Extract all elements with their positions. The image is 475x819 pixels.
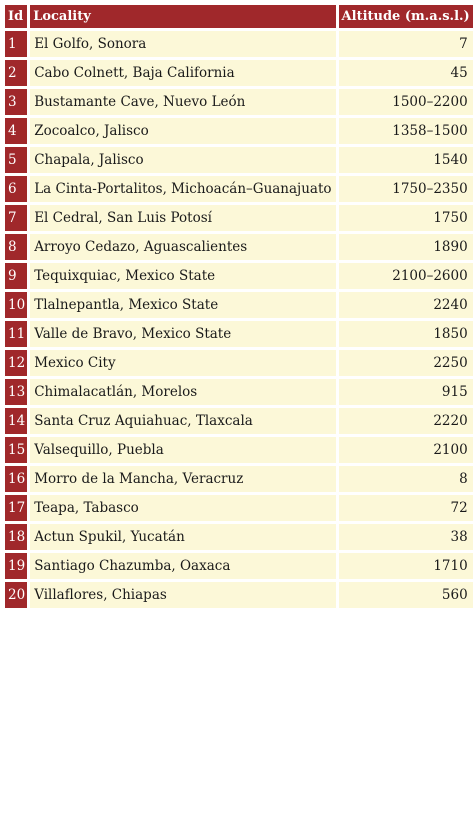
row-locality: Valle de Bravo, Mexico State (30, 321, 335, 347)
row-locality: El Cedral, San Luis Potosí (30, 205, 335, 231)
row-altitude: 1500–2200 (339, 89, 473, 115)
localities-table (2, 2, 475, 611)
row-locality: Santiago Chazumba, Oaxaca (30, 553, 335, 579)
table-row (5, 495, 473, 521)
row-id: 7 (5, 205, 27, 231)
header-altitude: Altitude (m.a.s.l.) (339, 5, 473, 28)
row-locality: El Golfo, Sonora (30, 31, 335, 57)
row-id: 8 (5, 234, 27, 260)
row-id: 14 (5, 408, 27, 434)
row-id: 19 (5, 553, 27, 579)
table-body (5, 31, 473, 608)
row-altitude: 915 (339, 379, 473, 405)
row-altitude: 1710 (339, 553, 473, 579)
row-id: 4 (5, 118, 27, 144)
row-id: 13 (5, 379, 27, 405)
row-altitude: 1750–2350 (339, 176, 473, 202)
row-locality: Valsequillo, Puebla (30, 437, 335, 463)
row-id: 20 (5, 582, 27, 608)
table-row (5, 466, 473, 492)
table-row (5, 176, 473, 202)
row-locality: Villaflores, Chiapas (30, 582, 335, 608)
table-row (5, 263, 473, 289)
row-locality: Arroyo Cedazo, Aguascalientes (30, 234, 335, 260)
row-altitude: 7 (339, 31, 473, 57)
row-locality: Mexico City (30, 350, 335, 376)
row-altitude: 1540 (339, 147, 473, 173)
table-row (5, 31, 473, 57)
table-row (5, 118, 473, 144)
table-row (5, 553, 473, 579)
row-id: 2 (5, 60, 27, 86)
row-altitude: 45 (339, 60, 473, 86)
row-altitude: 2100–2600 (339, 263, 473, 289)
row-id: 6 (5, 176, 27, 202)
row-altitude: 8 (339, 466, 473, 492)
row-locality: Tlalnepantla, Mexico State (30, 292, 335, 318)
row-altitude: 2220 (339, 408, 473, 434)
localities-table-container (5, 5, 470, 608)
table-row (5, 524, 473, 550)
row-locality: Santa Cruz Aquiahuac, Tlaxcala (30, 408, 335, 434)
table-row (5, 234, 473, 260)
row-id: 10 (5, 292, 27, 318)
row-locality: Bustamante Cave, Nuevo León (30, 89, 335, 115)
row-id: 15 (5, 437, 27, 463)
table-row (5, 147, 473, 173)
row-altitude: 72 (339, 495, 473, 521)
row-id: 16 (5, 466, 27, 492)
table-row (5, 89, 473, 115)
row-id: 9 (5, 263, 27, 289)
row-id: 11 (5, 321, 27, 347)
row-id: 3 (5, 89, 27, 115)
row-id: 5 (5, 147, 27, 173)
row-locality: Zocoalco, Jalisco (30, 118, 335, 144)
row-id: 12 (5, 350, 27, 376)
table-row (5, 60, 473, 86)
row-altitude: 2240 (339, 292, 473, 318)
row-id: 18 (5, 524, 27, 550)
row-locality: Chimalacatlán, Morelos (30, 379, 335, 405)
table-header (5, 5, 473, 28)
row-altitude: 2250 (339, 350, 473, 376)
row-locality: La Cinta-Portalitos, Michoacán–Guanajuato (30, 176, 335, 202)
row-locality: Cabo Colnett, Baja California (30, 60, 335, 86)
table-row (5, 205, 473, 231)
table-row (5, 408, 473, 434)
row-altitude: 1890 (339, 234, 473, 260)
row-altitude: 560 (339, 582, 473, 608)
row-altitude: 1358–1500 (339, 118, 473, 144)
row-altitude: 38 (339, 524, 473, 550)
row-locality: Tequixquiac, Mexico State (30, 263, 335, 289)
row-altitude: 2100 (339, 437, 473, 463)
row-locality: Chapala, Jalisco (30, 147, 335, 173)
table-row (5, 582, 473, 608)
row-locality: Teapa, Tabasco (30, 495, 335, 521)
table-row (5, 437, 473, 463)
row-id: 17 (5, 495, 27, 521)
table-row (5, 292, 473, 318)
row-altitude: 1850 (339, 321, 473, 347)
header-id: Id (5, 5, 27, 28)
row-locality: Actun Spukil, Yucatán (30, 524, 335, 550)
header-row (5, 5, 473, 28)
row-id: 1 (5, 31, 27, 57)
row-locality: Morro de la Mancha, Veracruz (30, 466, 335, 492)
table-row (5, 321, 473, 347)
table-row (5, 379, 473, 405)
header-locality: Locality (30, 5, 335, 28)
row-altitude: 1750 (339, 205, 473, 231)
table-row (5, 350, 473, 376)
